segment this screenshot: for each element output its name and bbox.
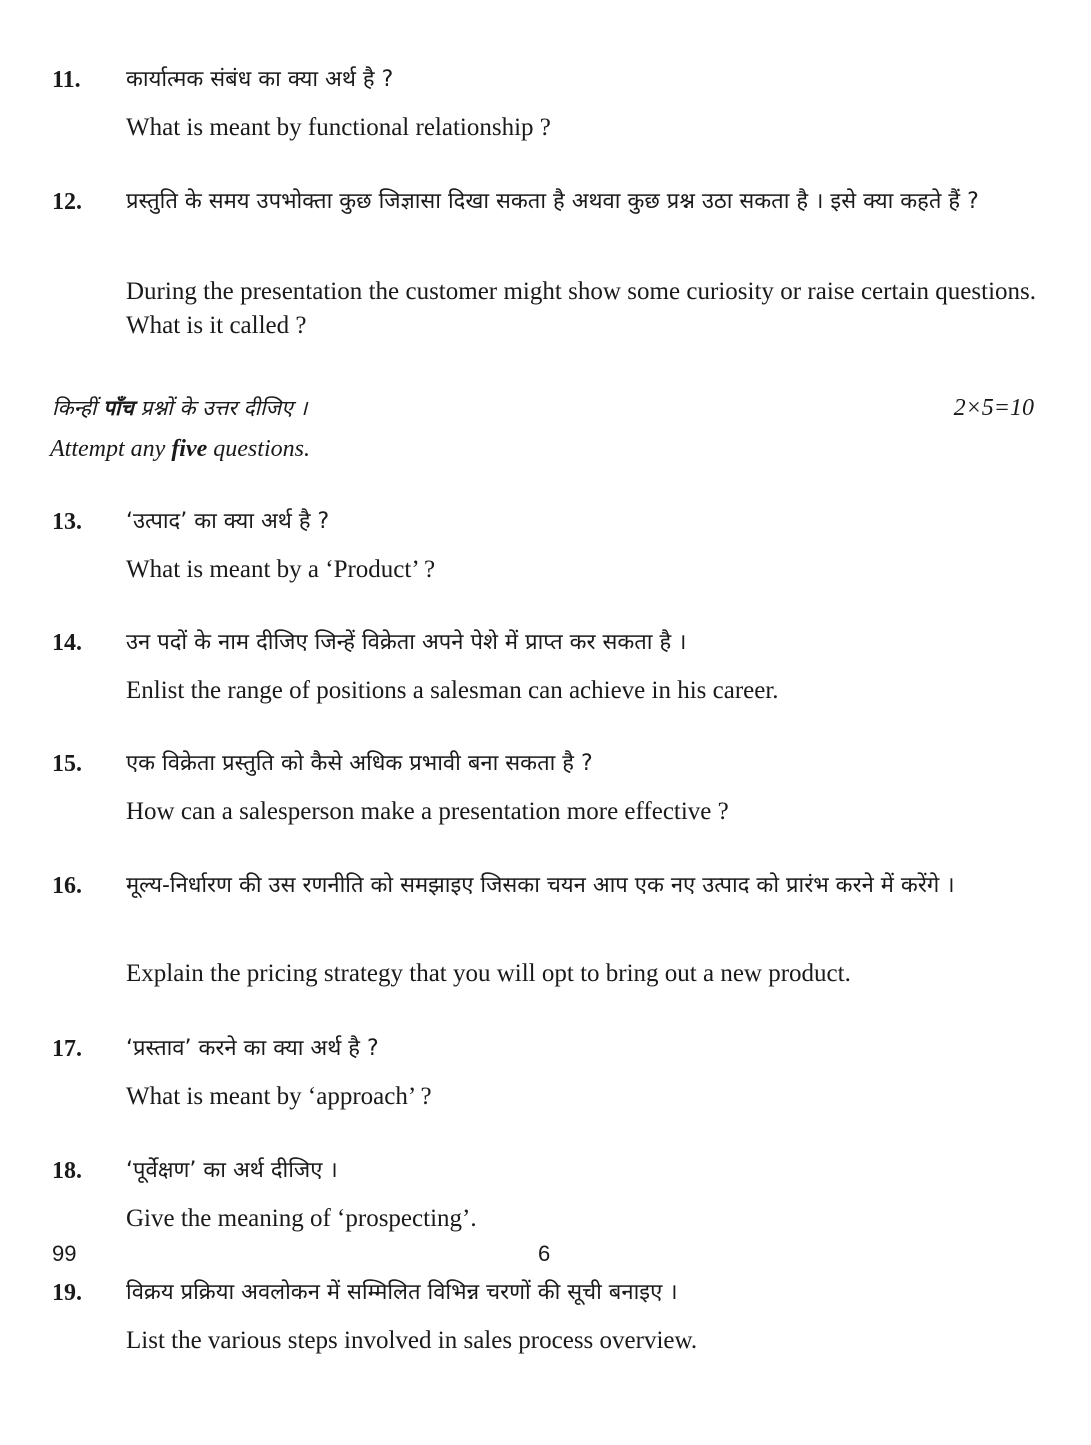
question-text-english: Explain the pricing strategy that you will opt to bring out a new product.	[126, 960, 851, 987]
question-text-english: During the presentation the customer might show some curiosity or raise certain questions. What is it called ?	[126, 278, 1036, 339]
question-text-english: List the various steps involved in sales process overview.	[126, 1327, 698, 1354]
question-number: 15.	[52, 751, 82, 777]
question-number: 12.	[52, 189, 82, 215]
question-text-english: What is meant by functional relationship ?	[126, 114, 551, 141]
question-text-english: How can a salesperson make a presentation more effective ?	[126, 798, 729, 825]
question-number: 11.	[52, 67, 81, 93]
question-text-hindi: विक्रय प्रक्रिया अवलोकन में सम्मिलित विभिन्न चरणों की सूची बनाइए ।	[126, 1280, 678, 1305]
question-number: 18.	[52, 1158, 82, 1184]
question-text-hindi: ‘पूर्वेक्षण’ का अर्थ दीजिए ।	[126, 1158, 338, 1183]
question-text-english: Enlist the range of positions a salesman can achieve in his career.	[126, 677, 779, 704]
question-number: 13.	[52, 509, 82, 535]
question-text-english: What is meant by ‘approach’ ?	[126, 1083, 432, 1110]
question-text-hindi: एक विक्रेता प्रस्तुति को कैसे अधिक प्रभावी बना सकता है ?	[126, 751, 593, 776]
page-number: 6	[538, 1241, 551, 1266]
question-text-hindi: उन पदों के नाम दीजिए जिन्हें विक्रेता अपने पेशे में प्राप्त कर सकता है ।	[126, 630, 687, 655]
section-instruction-english: Attempt any five questions.	[50, 436, 310, 462]
question-number: 14.	[52, 630, 82, 656]
question-text-hindi: कार्यात्मक संबंध का क्या अर्थ है ?	[126, 67, 394, 92]
question-number: 17.	[52, 1036, 82, 1062]
question-number: 16.	[52, 873, 82, 899]
question-text-hindi: ‘उत्पाद’ का क्या अर्थ है ?	[126, 509, 330, 534]
question-text-hindi: प्रस्तुति के समय उपभोक्ता कुछ जिज्ञासा दिखा सकता है अथवा कुछ प्रश्न उठा सकता है । इसे क्या कहते हैं ?	[126, 189, 979, 214]
question-text-english: What is meant by a ‘Product’ ?	[126, 556, 436, 583]
section-instruction-hindi: किन्हीं पाँच प्रश्नों के उत्तर दीजिए ।	[52, 396, 308, 420]
question-text-hindi: मूल्य-निर्धारण की उस रणनीति को समझाइए जिसका चयन आप एक नए उत्पाद को प्रारंभ करने में करेंगे ।	[126, 873, 955, 898]
question-text-english: Give the meaning of ‘prospecting’.	[126, 1205, 477, 1232]
question-text-hindi: ‘प्रस्ताव’ करने का क्या अर्थ है ?	[126, 1036, 379, 1061]
section-marks: 2×5=10	[953, 395, 1034, 421]
paper-code: 99	[52, 1241, 77, 1266]
question-number: 19.	[52, 1280, 82, 1306]
